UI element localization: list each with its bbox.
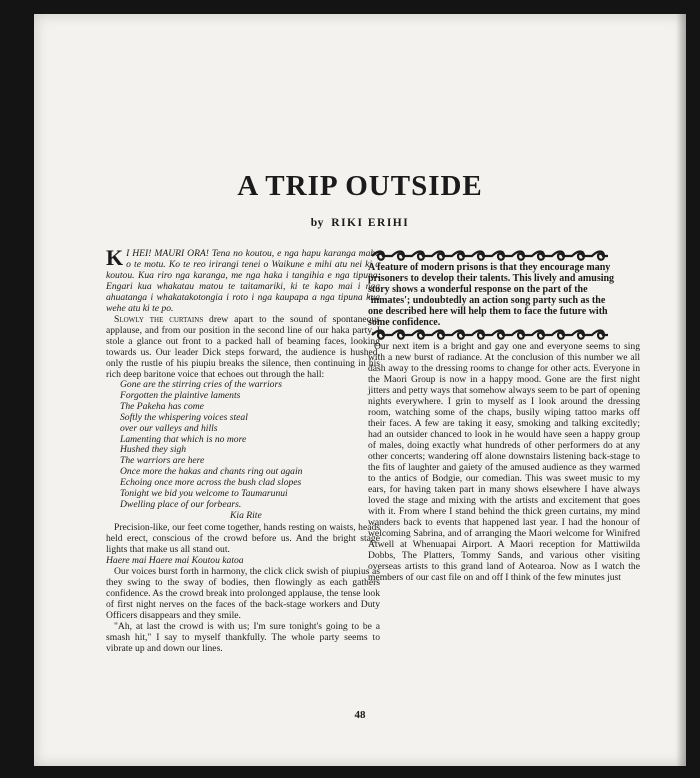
poem-line: The Pakeha has come bbox=[120, 400, 204, 412]
right-column bbox=[368, 250, 640, 583]
poem-line: Once more the hakas and chants ring out again bbox=[120, 466, 303, 478]
paragraph-curtains bbox=[106, 314, 380, 380]
page-edge-shadow bbox=[676, 14, 686, 766]
byline bbox=[34, 217, 686, 229]
author-name: RIKI ERIHI bbox=[331, 217, 410, 229]
article-title: A TRIP OUTSIDE bbox=[237, 170, 483, 202]
poem-line: Hushed they sigh bbox=[120, 444, 187, 456]
drop-cap: K bbox=[106, 245, 124, 270]
ornamental-border-bottom bbox=[370, 329, 610, 341]
poem-line: Dwelling place of our forbears. bbox=[120, 498, 242, 510]
paragraph-crowd: "Ah, at last the crowd is with us; I'm sure tonight's going to be a smash hit," I say to myself thankfully. The whole party seems to vibrate up and down our lines. bbox=[106, 620, 380, 654]
paragraph-curtains-text: drew apart to the sound of spontaneous applause, and from our position in the second line of our haka party, I stole a glance out front to a packed hall of beaming faces, looking towards us. Our leader Dick steps forward, the audience is hushed, only the rustle of his piupiu breaks the silence, then continuing in his rich deep baritone voice that echoes out through the hall: bbox=[106, 314, 380, 380]
paragraph-precision: Precision-like, our feet come together, hands resting on waists, heads held erect, conscious of the crowd before us. And the bright stage lights that make us all stand out. bbox=[106, 521, 380, 555]
poem-signoff: Kia Rite bbox=[230, 509, 262, 521]
intro-text: I HEI! MAURI ORA! Tena no koutou, e nga hapu karanga maha o te motu. Ko te reo irirangi tenei o Waikune e mihi atu nei ki a koutou. Kua riro nga karanga, me nga haka i tangihia e nga tipuna. Engari kua whakatau matou te taitamariki, ki te kapo mai i nga ahuatanga i whakatakotongia i roto i nga kaupapa a nga tipuna kua wehe atu ki te po. bbox=[106, 248, 380, 314]
magazine-page bbox=[34, 14, 686, 766]
smallcaps-lead: Slowly the curtains bbox=[114, 314, 204, 325]
ornamental-border-top bbox=[370, 250, 610, 262]
intro-paragraph bbox=[106, 245, 380, 314]
paragraph-voices: Our voices burst forth in harmony, the click click swish of piupius as they swing to the sway of bodies, then flowingly as each gathers confidence. As the crowd break into prolonged applause, the tense look of first night nerves on the faces of the back-stage workers and Duty Officers disappears and they smile. bbox=[106, 565, 380, 621]
chant-line: Haere mai Haere mai Koutou katoa bbox=[106, 554, 244, 566]
poem bbox=[120, 380, 380, 522]
poem-line: The warriors are here bbox=[120, 455, 205, 467]
paragraph-next-item: Our next item is a bright and gay one and everyone seems to sing with a new burst of radiance. At the conclusion of this number we all dash away to the dressing rooms to change for other acts. Everyone in the Maori Group is now in a happy mood. Gone are the first night jitters and petty ways that somehow always seem to be part of opening nights everywhere. I grin to myself as I look around the dressing room, watching some of the chaps, busily wiping tattoo marks off their faces. A few are taking it easy, smoking and talking excitedly; had an outsider chanced to look in he would have seen a happy group of males, doing exactly what hundreds of other performers do at any other concerts; wandering off alone downstairs listening back-stage to the fits of laughter and gaiety of the amused audience as they warmed to the antics of Bodgie, our comedian. This was sweet music to my ears, for having taken part in many shows elsewhere I have always loved the stage and mixing with the artists and excitement that goes with it. From where I stand behind the thick green curtains, my mind wanders back to events that happened last year. I had the honour of welcoming Sabrina, and of arranging the Maori welcome for Winifred Atwell at Whenuapai Airport. A Maori reception for Mattiwilda Dobbs, The Platters, Tommy Sands, and various other visiting overseas artists to this grand land of Aotearoa. Now as I watch the members of our cast file on and off I think of the few minutes just bbox=[368, 340, 640, 583]
poem-line: Tonight we bid you welcome to Taumarunui bbox=[120, 488, 288, 500]
poem-line: Softly the whispering voices steal bbox=[120, 411, 248, 423]
poem-line: Forgotten the plaintive laments bbox=[120, 389, 241, 401]
page-number: 48 bbox=[354, 709, 366, 721]
poem-line: Lamenting that which is no more bbox=[120, 433, 247, 445]
poem-line: Echoing once more across the bush clad slopes bbox=[120, 477, 302, 489]
callout-text: A feature of modern prisons is that they encourage many prisoners to develop their talents. This lively and amusing story shows a wonderful response on the part of the 'inmates'; undoubtedly an action song party such as the one described here will help them to face the future with some confidence. bbox=[368, 262, 615, 329]
left-column bbox=[106, 245, 380, 654]
byline-by: by bbox=[310, 217, 324, 229]
poem-line: Gone are the stirring cries of the warriors bbox=[120, 379, 282, 390]
poem-line: over our valleys and hills bbox=[120, 422, 218, 434]
